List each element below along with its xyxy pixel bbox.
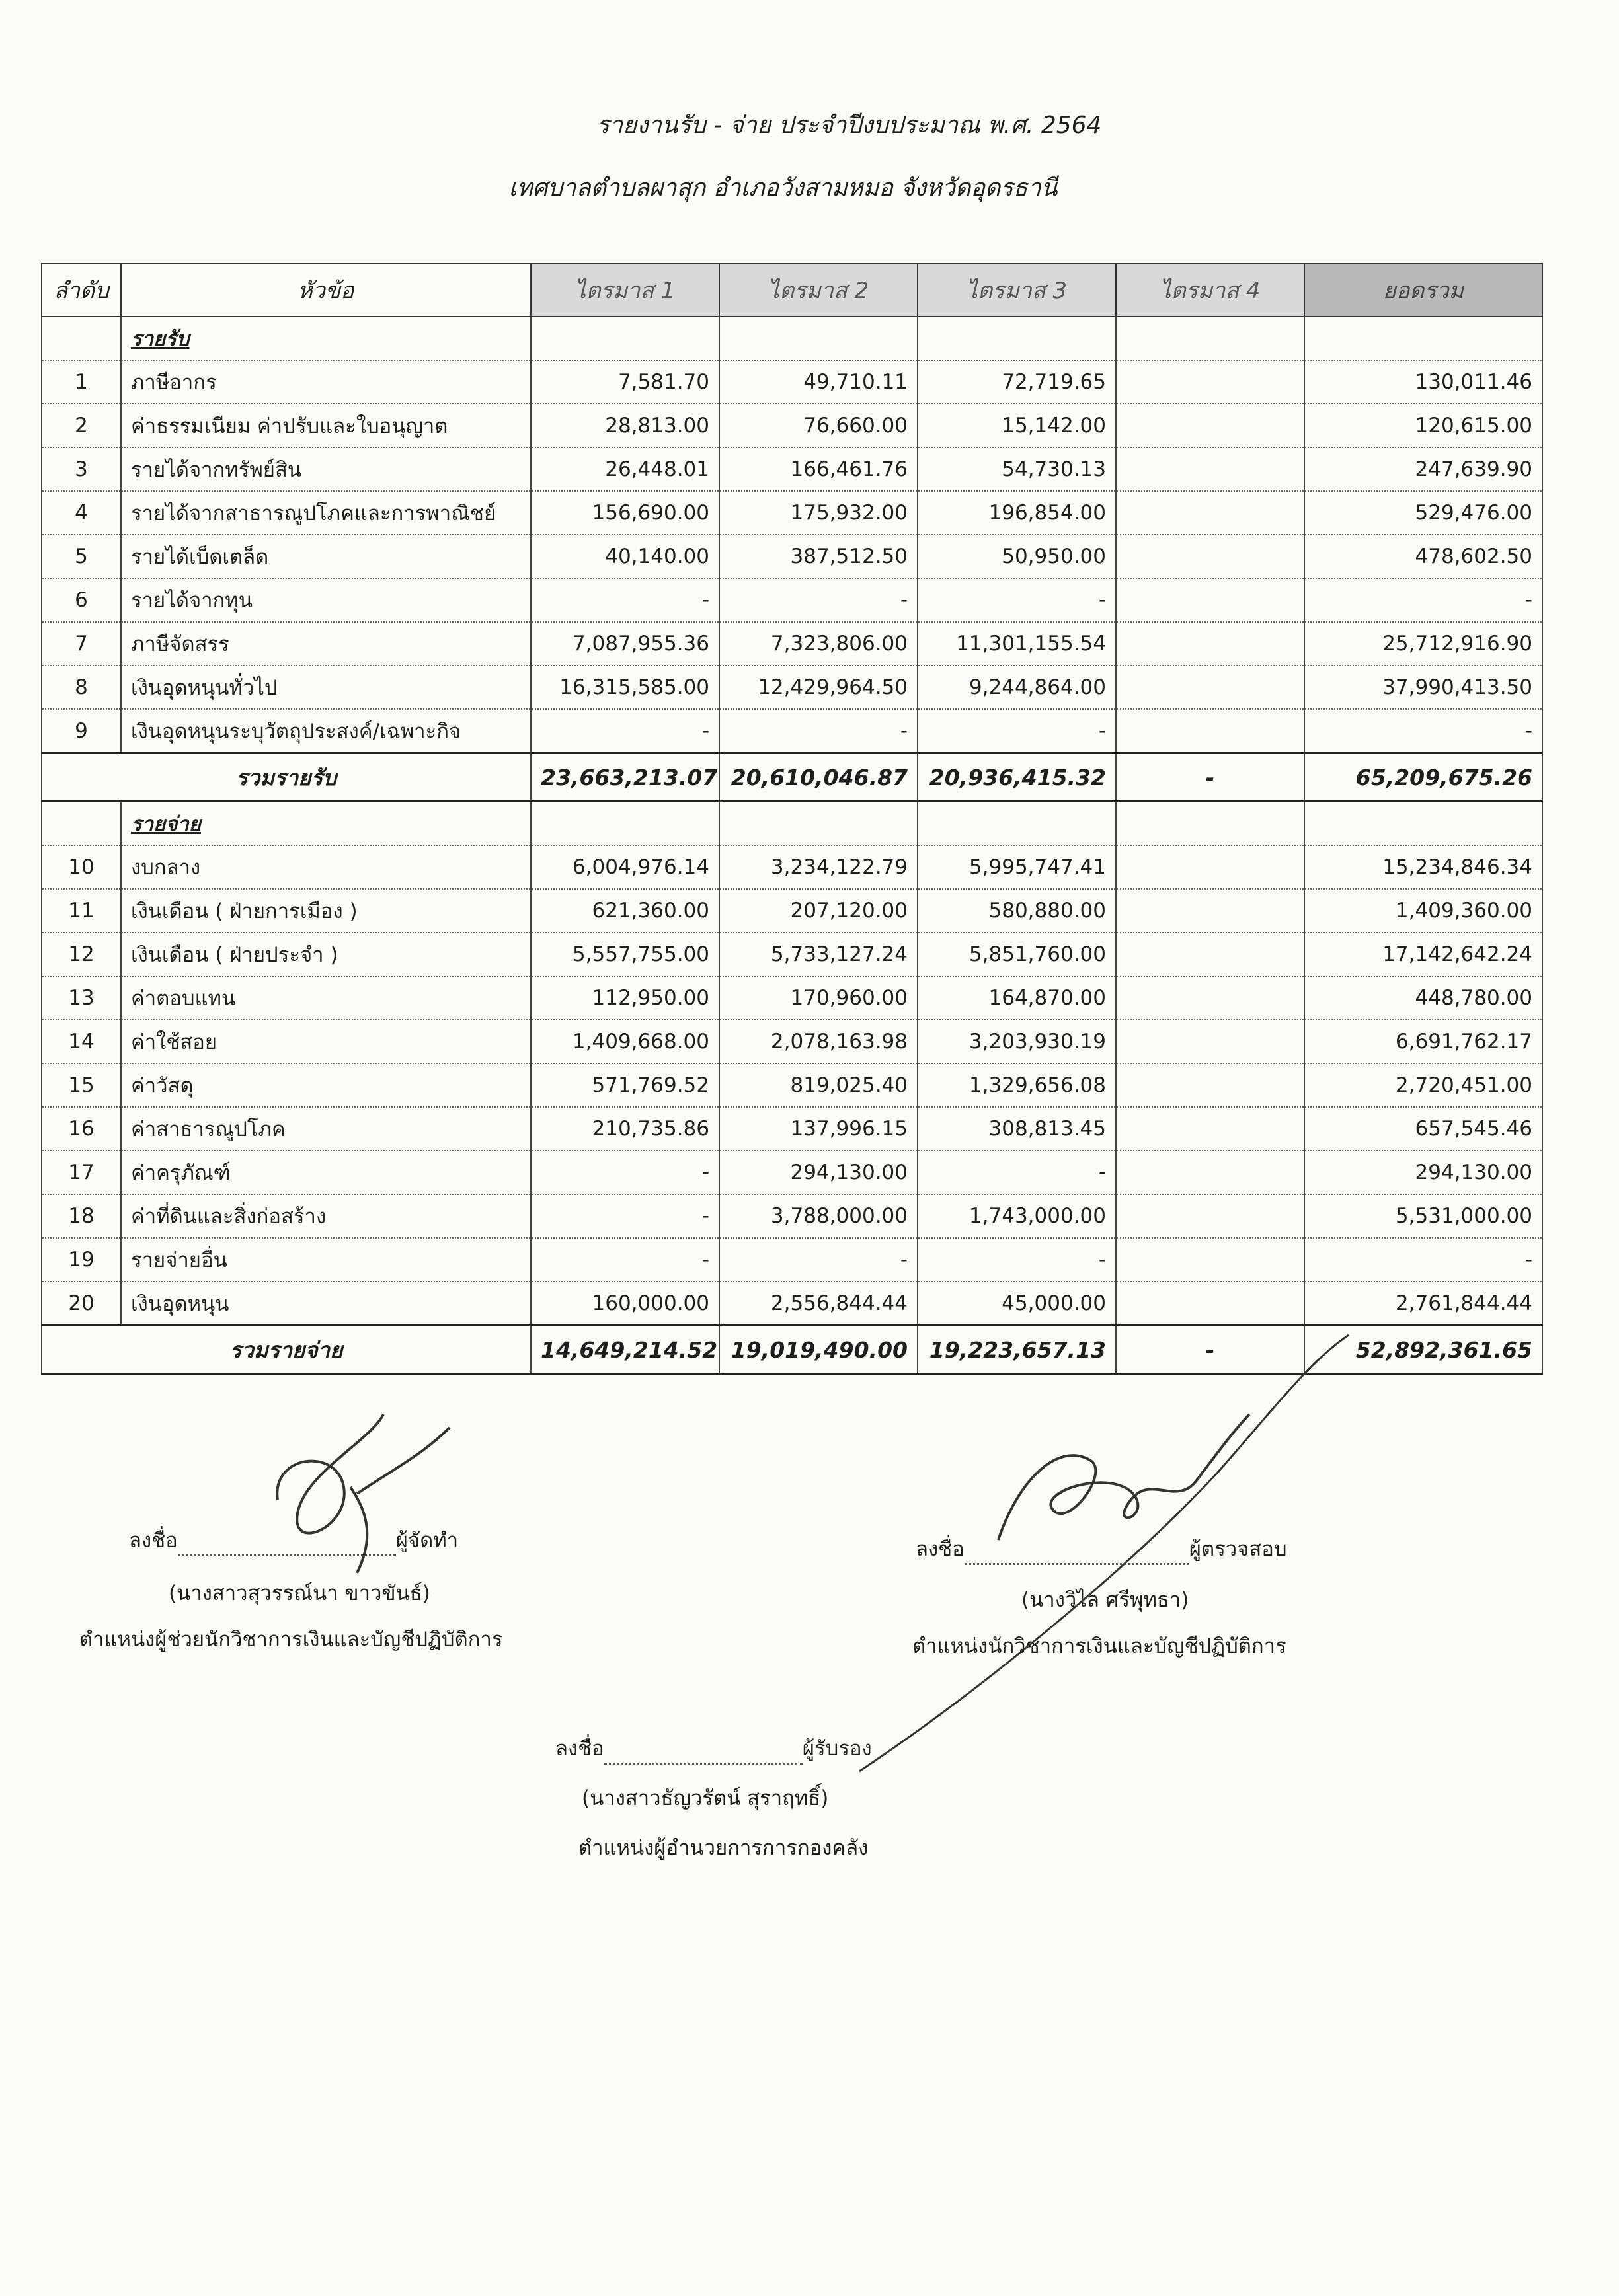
row-total: 17,142,642.24 (1304, 933, 1542, 976)
total-q1: 14,649,214.52 (531, 1326, 719, 1374)
row-number: 13 (42, 976, 121, 1020)
row-q4 (1116, 1063, 1304, 1107)
row-q3: 5,995,747.41 (918, 845, 1116, 889)
row-q3: 196,854.00 (918, 491, 1116, 535)
row-q4 (1116, 447, 1304, 491)
table-row (42, 578, 1542, 622)
row-q3: 1,329,656.08 (918, 1063, 1116, 1107)
table-row (42, 976, 1542, 1020)
row-item: รายได้จากทรัพย์สิน (121, 447, 531, 491)
row-q4 (1116, 491, 1304, 535)
col-header-q4: ไตรมาส 4 (1116, 264, 1304, 317)
row-q3: 580,880.00 (918, 889, 1116, 933)
approver-name: (นางสาวธัญวรัตน์ สุราฤทธิ์) (582, 1786, 829, 1810)
row-total: 37,990,413.50 (1304, 666, 1542, 709)
row-number: 3 (42, 447, 121, 491)
row-q1: 7,581.70 (531, 360, 719, 404)
row-q4 (1116, 666, 1304, 709)
total-q3: 19,223,657.13 (918, 1326, 1116, 1374)
row-q1: - (531, 709, 719, 753)
row-item: ภาษีอากร (121, 360, 531, 404)
row-total: 25,712,916.90 (1304, 622, 1542, 666)
row-total: 2,720,451.00 (1304, 1063, 1542, 1107)
row-q4 (1116, 933, 1304, 976)
row-q4 (1116, 845, 1304, 889)
row-q3: 45,000.00 (918, 1282, 1116, 1326)
row-item: ค่าสาธารณูปโภค (121, 1107, 531, 1151)
reviewer-position: ตำแหน่งนักวิชาการเงินและบัญชีปฏิบัติการ (912, 1634, 1286, 1658)
total-q4: - (1116, 1326, 1304, 1374)
row-q1: - (531, 1238, 719, 1282)
row-total: 15,234,846.34 (1304, 845, 1542, 889)
row-total: 120,615.00 (1304, 404, 1542, 447)
reviewer-sign-label: ลงชื่อ (916, 1537, 965, 1561)
row-q2: - (719, 578, 918, 622)
approver-sign-line (555, 1732, 872, 1765)
row-q4 (1116, 1151, 1304, 1194)
row-number: 5 (42, 535, 121, 578)
row-number: 17 (42, 1151, 121, 1194)
section-spacer (531, 802, 719, 846)
preparer-signature-mark (251, 1401, 463, 1586)
row-q4 (1116, 1107, 1304, 1151)
table-row (42, 535, 1542, 578)
preparer-name: (นางสาวสุวรรณ์นา ขาวขันธ์) (169, 1582, 430, 1605)
total-label: รวมรายรับ (42, 753, 531, 802)
section-label-expense: รายจ่าย (121, 802, 531, 846)
col-header-no: ลำดับ (42, 264, 121, 317)
row-number: 12 (42, 933, 121, 976)
row-q3: 1,743,000.00 (918, 1194, 1116, 1238)
col-header-item: หัวข้อ (121, 264, 531, 317)
row-q3: 9,244,864.00 (918, 666, 1116, 709)
row-q3: - (918, 578, 1116, 622)
row-q2: 170,960.00 (719, 976, 918, 1020)
row-q2: 2,556,844.44 (719, 1282, 918, 1326)
row-q4 (1116, 1282, 1304, 1326)
row-q2: - (719, 1238, 918, 1282)
row-item: ค่าครุภัณฑ์ (121, 1151, 531, 1194)
row-q1: - (531, 1194, 719, 1238)
row-q4 (1116, 360, 1304, 404)
table-row (42, 933, 1542, 976)
row-q2: 3,788,000.00 (719, 1194, 918, 1238)
row-number: 10 (42, 845, 121, 889)
table-row (42, 709, 1542, 753)
row-total: 529,476.00 (1304, 491, 1542, 535)
row-q4 (1116, 578, 1304, 622)
table-row (42, 447, 1542, 491)
row-q4 (1116, 622, 1304, 666)
row-total: 130,011.46 (1304, 360, 1542, 404)
row-total: 657,545.46 (1304, 1107, 1542, 1151)
col-header-total: ยอดรวม (1304, 264, 1542, 317)
table-row (42, 1238, 1542, 1282)
row-q1: 210,735.86 (531, 1107, 719, 1151)
row-q2: 76,660.00 (719, 404, 918, 447)
total-q2: 19,019,490.00 (719, 1326, 918, 1374)
row-q1: 6,004,976.14 (531, 845, 719, 889)
preparer-position: ตำแหน่งผู้ช่วยนักวิชาการเงินและบัญชีปฏิบัติการ (79, 1628, 503, 1652)
row-number: 15 (42, 1063, 121, 1107)
table-row (42, 1194, 1542, 1238)
approver-position: ตำแหน่งผู้อำนวยการการกองคลัง (578, 1836, 869, 1860)
preparer-role: ผู้จัดทำ (395, 1529, 459, 1552)
row-q2: 49,710.11 (719, 360, 918, 404)
row-q4 (1116, 1020, 1304, 1063)
total-q2: 20,610,046.87 (719, 753, 918, 802)
total-q3: 20,936,415.32 (918, 753, 1116, 802)
approver-role: ผู้รับรอง (802, 1737, 872, 1761)
income-total-row (42, 753, 1542, 802)
row-item: เงินเดือน ( ฝ่ายการเมือง ) (121, 889, 531, 933)
row-total: 1,409,360.00 (1304, 889, 1542, 933)
row-number: 11 (42, 889, 121, 933)
row-number: 20 (42, 1282, 121, 1326)
table-row (42, 1063, 1542, 1107)
row-q1: 40,140.00 (531, 535, 719, 578)
row-q2: 175,932.00 (719, 491, 918, 535)
row-q1: 5,557,755.00 (531, 933, 719, 976)
report-title: รายงานรับ - จ่าย ประจำปีงบประมาณ พ.ศ. 2564 (596, 112, 1102, 139)
reviewer-name: (นางวิไล ศรีพุทธา) (1021, 1588, 1189, 1612)
row-q2: - (719, 709, 918, 753)
table-row (42, 845, 1542, 889)
section-row-expense (42, 802, 1542, 846)
row-item: รายได้จากทุน (121, 578, 531, 622)
row-q3: 15,142.00 (918, 404, 1116, 447)
col-header-q3: ไตรมาส 3 (918, 264, 1116, 317)
total-sum: 65,209,675.26 (1304, 753, 1542, 802)
row-q2: 819,025.40 (719, 1063, 918, 1107)
income-expense-table (41, 263, 1543, 1375)
row-item: ภาษีจัดสรร (121, 622, 531, 666)
row-q3: 308,813.45 (918, 1107, 1116, 1151)
table-row (42, 404, 1542, 447)
row-q1: 571,769.52 (531, 1063, 719, 1107)
row-q3: 5,851,760.00 (918, 933, 1116, 976)
table-row (42, 1020, 1542, 1063)
row-q3: 72,719.65 (918, 360, 1116, 404)
row-item: ค่าวัสดุ (121, 1063, 531, 1107)
row-item: เงินอุดหนุน (121, 1282, 531, 1326)
row-total: 5,531,000.00 (1304, 1194, 1542, 1238)
preparer-sign-label: ลงชื่อ (129, 1529, 178, 1552)
row-q3: 3,203,930.19 (918, 1020, 1116, 1063)
row-total: - (1304, 1238, 1542, 1282)
row-q2: 2,078,163.98 (719, 1020, 918, 1063)
row-total: 478,602.50 (1304, 535, 1542, 578)
row-q4 (1116, 976, 1304, 1020)
row-q2: 137,996.15 (719, 1107, 918, 1151)
row-q2: 5,733,127.24 (719, 933, 918, 976)
row-item: เงินอุดหนุนทั่วไป (121, 666, 531, 709)
row-q4 (1116, 889, 1304, 933)
row-number: 9 (42, 709, 121, 753)
total-sum: 52,892,361.65 (1304, 1326, 1542, 1374)
row-total: 448,780.00 (1304, 976, 1542, 1020)
row-total: - (1304, 709, 1542, 753)
row-number: 8 (42, 666, 121, 709)
col-header-q1: ไตรมาส 1 (531, 264, 719, 317)
row-number: 2 (42, 404, 121, 447)
row-item: รายจ่ายอื่น (121, 1238, 531, 1282)
row-q3: 11,301,155.54 (918, 622, 1116, 666)
row-q4 (1116, 535, 1304, 578)
total-q4: - (1116, 753, 1304, 802)
table-body (42, 317, 1542, 1374)
row-total: 2,761,844.44 (1304, 1282, 1542, 1326)
row-q3: 164,870.00 (918, 976, 1116, 1020)
section-label-income: รายรับ (121, 317, 531, 360)
total-q1: 23,663,213.07 (531, 753, 719, 802)
row-item: ค่าตอบแทน (121, 976, 531, 1020)
table-row (42, 889, 1542, 933)
row-q1: - (531, 578, 719, 622)
row-number: 7 (42, 622, 121, 666)
row-number: 18 (42, 1194, 121, 1238)
total-label: รวมรายจ่าย (42, 1326, 531, 1374)
row-number: 14 (42, 1020, 121, 1063)
table-row (42, 1151, 1542, 1194)
row-q2: 166,461.76 (719, 447, 918, 491)
row-q4 (1116, 404, 1304, 447)
row-number: 16 (42, 1107, 121, 1151)
row-q4 (1116, 709, 1304, 753)
table-row (42, 1107, 1542, 1151)
row-item: ค่าที่ดินและสิ่งก่อสร้าง (121, 1194, 531, 1238)
row-q2: 12,429,964.50 (719, 666, 918, 709)
row-q3: - (918, 709, 1116, 753)
row-q1: 26,448.01 (531, 447, 719, 491)
row-q1: 156,690.00 (531, 491, 719, 535)
table-row (42, 491, 1542, 535)
row-q1: - (531, 1151, 719, 1194)
section-spacer (42, 802, 121, 846)
row-q2: 387,512.50 (719, 535, 918, 578)
approver-sign-label: ลงชื่อ (555, 1737, 604, 1761)
row-q2: 7,323,806.00 (719, 622, 918, 666)
row-q3: 50,950.00 (918, 535, 1116, 578)
row-total: 247,639.90 (1304, 447, 1542, 491)
row-q2: 207,120.00 (719, 889, 918, 933)
row-q3: - (918, 1151, 1116, 1194)
row-q1: 7,087,955.36 (531, 622, 719, 666)
reviewer-role: ผู้ตรวจสอบ (1189, 1537, 1287, 1561)
row-number: 6 (42, 578, 121, 622)
row-q2: 3,234,122.79 (719, 845, 918, 889)
row-item: รายได้เบ็ดเตล็ด (121, 535, 531, 578)
row-number: 4 (42, 491, 121, 535)
row-q1: 1,409,668.00 (531, 1020, 719, 1063)
col-header-q2: ไตรมาส 2 (719, 264, 918, 317)
section-spacer (1304, 802, 1542, 846)
row-q1: 28,813.00 (531, 404, 719, 447)
table-row (42, 622, 1542, 666)
approver-signature-mark (846, 1322, 1362, 1784)
table-row (42, 666, 1542, 709)
section-spacer (918, 802, 1116, 846)
row-item: เงินเดือน ( ฝ่ายประจำ ) (121, 933, 531, 976)
row-total: - (1304, 578, 1542, 622)
row-item: รายได้จากสาธารณูปโภคและการพาณิชย์ (121, 491, 531, 535)
table-header-row (42, 264, 1542, 317)
row-q1: 621,360.00 (531, 889, 719, 933)
row-item: เงินอุดหนุนระบุวัตถุประสงค์/เฉพาะกิจ (121, 709, 531, 753)
section-spacer (719, 802, 918, 846)
row-number: 1 (42, 360, 121, 404)
row-q1: 16,315,585.00 (531, 666, 719, 709)
row-number: 19 (42, 1238, 121, 1282)
section-row-income (42, 317, 1542, 360)
section-spacer (1116, 802, 1304, 846)
row-q3: - (918, 1238, 1116, 1282)
table-row (42, 1282, 1542, 1326)
row-q4 (1116, 1194, 1304, 1238)
row-total: 6,691,762.17 (1304, 1020, 1542, 1063)
row-q1: 112,950.00 (531, 976, 719, 1020)
row-item: ค่าใช้สอย (121, 1020, 531, 1063)
table-row (42, 360, 1542, 404)
row-item: งบกลาง (121, 845, 531, 889)
row-q3: 54,730.13 (918, 447, 1116, 491)
row-q2: 294,130.00 (719, 1151, 918, 1194)
row-q1: 160,000.00 (531, 1282, 719, 1326)
row-item: ค่าธรรมเนียม ค่าปรับและใบอนุญาต (121, 404, 531, 447)
row-total: 294,130.00 (1304, 1151, 1542, 1194)
row-q4 (1116, 1238, 1304, 1282)
report-subtitle: เทศบาลตำบลผาสุก อำเภอวังสามหมอ จังหวัดอุดรธานี (508, 174, 1058, 202)
